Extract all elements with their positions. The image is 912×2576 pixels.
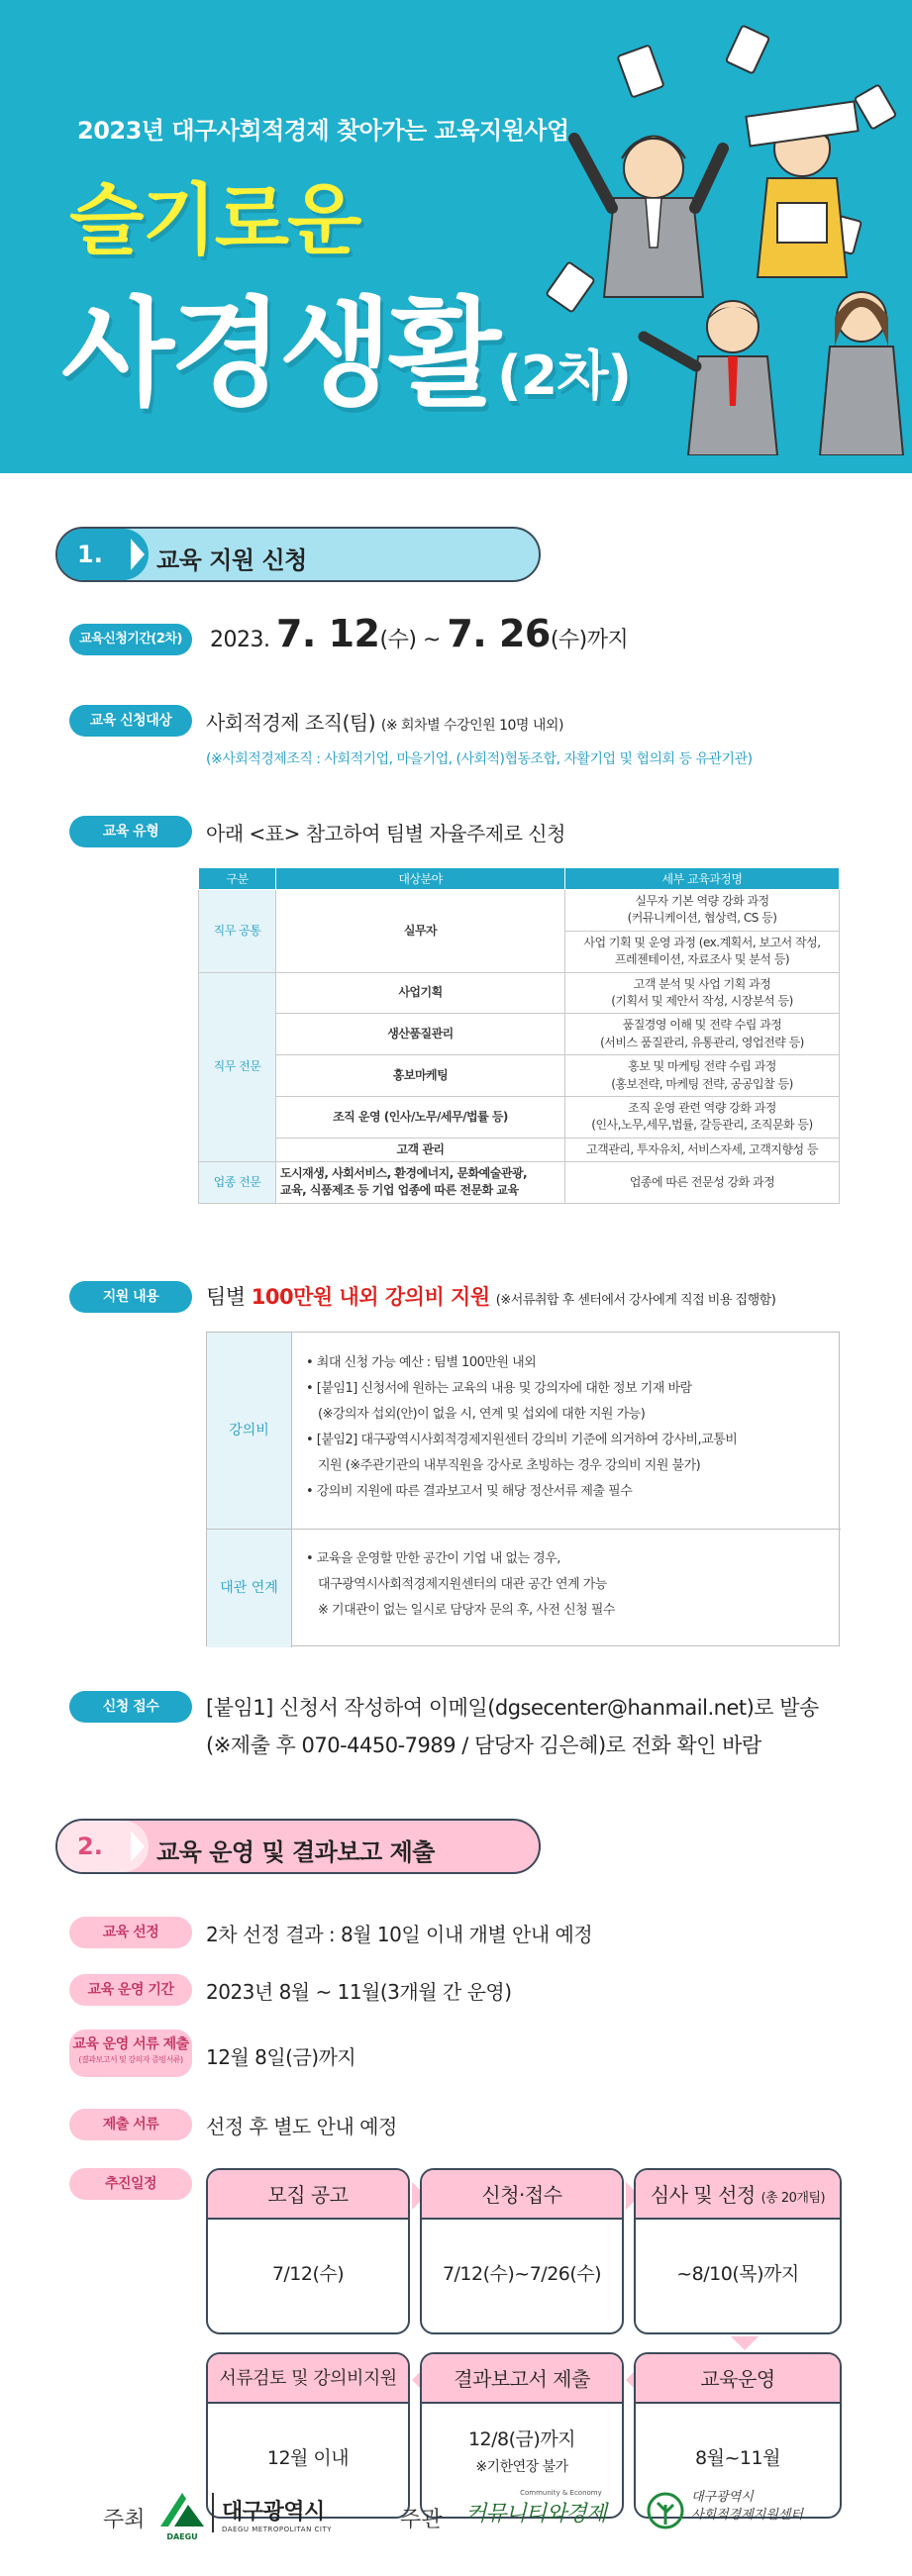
table-row [199, 972, 840, 1014]
table-detail: 홍보 및 마케팅 전략 수립 과정 (홍보전략, 마케팅 전략, 공공입찰 등) [565, 1055, 840, 1097]
docs-value: 선정 후 별도 안내 예정 [206, 2115, 397, 2138]
schedule-label: 추진일정 [69, 2168, 192, 2200]
period-value: 2023. 7. 12(수) ~ 7. 26(수)까지 [210, 612, 629, 655]
list-item: • 교육을 운영할 만한 공간이 기업 내 없는 경우, [306, 1551, 560, 1566]
table-field: 도시재생, 사회서비스, 환경에너지, 문화예술관광, 교육, 식품제조 등 기업 업종에 따른 전문화 교육 [276, 1162, 565, 1204]
table-field: 생산품질관리 [276, 1014, 565, 1055]
support-value: 팀별 100만원 내외 강의비 지원 (※서류취합 후 센터에서 강사에게 직접 비용 집행함) [206, 1285, 776, 1309]
education-type-table [198, 867, 840, 1204]
table-detail: 품질경영 이해 및 전략 수립 과정 (서비스 품질관리, 유통관리, 영업전략 등) [565, 1014, 840, 1055]
hero-title-line2: 사경생활(2차) [61, 285, 632, 422]
table-field: 홍보마케팅 [276, 1055, 565, 1097]
period-label: 교육신청기간(2차) [69, 624, 192, 655]
arrow-down-icon [731, 2336, 759, 2350]
table-field: 사업기획 [276, 972, 565, 1014]
table-row [199, 890, 840, 932]
tree-icon [646, 2491, 685, 2530]
type-value: 아래 <표> 참고하여 팀별 자율주제로 신청 [206, 822, 565, 845]
table-row [199, 1055, 840, 1097]
list-item: 지원 (※주관기관의 내부직원을 강사로 초빙하는 경우 강의비 지원 불가) [318, 1458, 701, 1473]
schedule-step: 서류검토 및 강의비지원 12월 이내 [206, 2352, 410, 2519]
apply-label: 신청 접수 [69, 1691, 192, 1723]
host-name: 대구광역시 DAEGU METROPOLITAN CITY [222, 2500, 333, 2533]
section1-title: 교육 지원 신청 [156, 546, 307, 574]
target-value: 사회적경제 조직(팀) (※ 회차별 수강인원 10명 내외) [206, 711, 563, 735]
type-label: 교육 유형 [69, 816, 192, 847]
table-header: 세부 교육과정명 [565, 868, 840, 890]
list-item: • [붙임2] 대구광역시사회적경제지원센터 강의비 기준에 의거하여 강사비,교통비 [306, 1433, 738, 1447]
table-detail: 사업 기획 및 운영 과정 (ex.계획서, 보고서 작성, 프레젠테이션, 자료조사 및 분석 등) [565, 931, 840, 972]
hero-banner [0, 0, 912, 473]
section2-number: 2. [77, 1833, 103, 1860]
hero-subtitle: 2023년 대구사회적경제 찾아가는 교육지원사업 [77, 117, 569, 145]
list-item: 대구광역시사회적경제지원센터의 대관 공간 연계 가능 [318, 1577, 607, 1592]
host-label: 주최 [103, 2508, 146, 2532]
docs-label: 제출 서류 [69, 2109, 192, 2140]
schedule-step: 심사 및 선정 (총 20개팀) ~8/10(목)까지 [634, 2168, 842, 2334]
schedule-step: 모집 공고 7/12(수) [206, 2168, 410, 2334]
table-field: 고객 관리 [276, 1138, 565, 1161]
table-detail: 고객 분석 및 사업 기획 과정 (기획서 및 제안서 작성, 시장분석 등) [565, 972, 840, 1014]
docs-submit-label: 교육 운영 서류 제출 (결과보고서 및 강의자 증빙서류) [69, 2030, 192, 2077]
hero-title-line1: 슬기로운 [69, 176, 360, 265]
apply-value: [붙임1] 신청서 작성하여 이메일(dgsecenter@hanmail.net)로 발송 (※제출 후 070-4450-7989 / 담당자 김은혜)로 전화 확인 바람 [206, 1696, 819, 1757]
venue-label: 대관 연계 [207, 1530, 292, 1647]
table-group: 직무 공통 [199, 890, 276, 973]
lecture-fee-list [306, 1350, 737, 1505]
docs-submit-value: 12월 8일(금)까지 [206, 2045, 356, 2069]
list-item: ※ 기대관이 없는 일시로 담당자 문의 후, 사전 신청 필수 [318, 1603, 615, 1618]
support-label: 지원 내용 [69, 1281, 192, 1313]
table-field: 실무자 [276, 890, 565, 973]
table-detail: 고객관리, 투자유치, 서비스자세, 고객지향성 등 [565, 1138, 840, 1161]
divider [212, 2493, 214, 2532]
target-label: 교육 신청대상 [69, 705, 192, 737]
table-header: 구분 [199, 868, 276, 890]
list-item: (※강의자 섭외(안)이 없을 시, 연계 및 섭외에 대한 지원 가능) [318, 1407, 646, 1422]
daegu-logo: DAEGU [156, 2489, 208, 2538]
support-detail-box [206, 1332, 840, 1646]
section1-header [55, 527, 541, 582]
table-row [199, 1096, 840, 1138]
schedule-step: 결과보고서 제출 12/8(금)까지 ※기한연장 불가 [420, 2352, 624, 2519]
list-item: • [붙임1] 신청서에 원하는 교육의 내용 및 강의자에 대한 정보 기재 바람 [306, 1381, 692, 1396]
table-header: 대상분야 [276, 868, 565, 890]
venue-list [306, 1546, 615, 1624]
community-economy-logo: Community & Economy 커뮤니티와경제 [465, 2489, 606, 2526]
selection-label: 교육 선정 [69, 1917, 192, 1948]
list-item: • 최대 신청 가능 예산 : 팀별 100만원 내외 [306, 1355, 537, 1370]
period2-value: 2023년 8월 ~ 11월(3개월 간 운영) [206, 1980, 512, 2004]
chevron-right-icon [131, 539, 145, 570]
schedule-step: 신청·접수 7/12(수)~7/26(수) [420, 2168, 624, 2334]
chevron-right-icon [131, 1831, 145, 1862]
daegu-logo-icon [156, 2489, 208, 2528]
table-row [199, 1014, 840, 1055]
table-detail: 업종에 따른 전문성 강화 과정 [565, 1162, 840, 1204]
table-detail: 조직 운영 관련 역량 강화 과정 (인사,노무,세무,법률, 갈등관리, 조직문화 등) [565, 1096, 840, 1138]
schedule-step: 교육운영 8월~11월 [634, 2352, 842, 2519]
list-item: • 강의비 지원에 따른 결과보고서 및 해당 정산서류 제출 필수 [306, 1484, 633, 1499]
section2-header [55, 1819, 541, 1874]
target-note: (※사회적경제조직 : 사회적기업, 마을기업, (사회적)협동조합, 자활기업 및 협의회 등 유관기관) [206, 751, 753, 767]
table-row [199, 1162, 840, 1204]
table-row [199, 1138, 840, 1161]
period2-label: 교육 운영 기간 [69, 1974, 192, 2006]
selection-value: 2차 선정 결과 : 8월 10일 이내 개별 안내 예정 [206, 1923, 593, 1946]
table-group: 직무 전문 [199, 972, 276, 1162]
section2-title: 교육 운영 및 결과보고 제출 [156, 1838, 435, 1866]
office-workers-illustration [535, 20, 912, 455]
org-label: 주관 [400, 2508, 443, 2532]
section1-number: 1. [77, 541, 103, 568]
table-detail: 실무자 기본 역량 강화 과정 (커뮤니케이션, 협상력, CS 등) [565, 890, 840, 932]
lecture-fee-label: 강의비 [207, 1333, 292, 1529]
table-field: 조직 운영 (인사/노무/세무/법률 등) [276, 1096, 565, 1138]
table-group: 업종 전문 [199, 1162, 276, 1204]
